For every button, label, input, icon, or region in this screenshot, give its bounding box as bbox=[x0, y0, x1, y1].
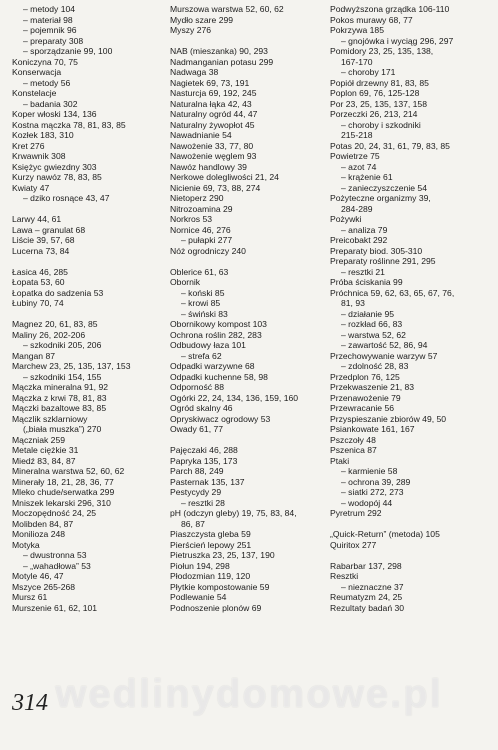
index-entry: Konstelacje bbox=[12, 88, 57, 98]
index-entry: Pszczoły 48 bbox=[330, 434, 376, 445]
index-subentry: – krowi 85 bbox=[181, 298, 221, 308]
index-subentry: – zdolność 28, 83 bbox=[341, 361, 409, 371]
index-entry: Resztki bbox=[330, 571, 359, 581]
index-entry: Ogórki 22, 24, 134, 136, 159, 160 bbox=[170, 392, 299, 403]
index-entry: Motyka bbox=[12, 539, 40, 550]
index-subentry: – dwustronna 53 bbox=[23, 550, 87, 560]
index-entry: Krwawnik 308 bbox=[12, 151, 66, 161]
index-entry: Lawa – granulat 68 bbox=[12, 224, 86, 235]
index-entry: Mniszek lekarski 296, 310 bbox=[12, 497, 111, 508]
index-subentry: – strefa 62 bbox=[181, 350, 222, 361]
index-entry: Piaszczysta gleba 59 bbox=[170, 529, 251, 539]
index-entry: Parch 88, 249 bbox=[170, 466, 224, 476]
index-entry: Nicienie 69, 73, 88, 274 bbox=[170, 182, 261, 193]
index-entry: Przedplon 76, 125 bbox=[330, 371, 400, 382]
index-entry: Pasternak 135, 137 bbox=[170, 476, 245, 487]
index-entry: Odpadki warzywne 68 bbox=[170, 361, 255, 371]
index-entry: Nagietek 69, 73, 191 bbox=[170, 77, 250, 88]
index-entry: Metale ciężkie 31 bbox=[12, 445, 79, 455]
letter-gap bbox=[330, 550, 490, 561]
index-entry: Porzeczki 26, 213, 214 bbox=[330, 109, 418, 119]
index-entry: Nawadnianie 54 bbox=[170, 130, 232, 140]
index-entry: Łopata 53, 60 bbox=[12, 277, 65, 287]
index-entry: Odpadki kuchenne 58, 98 bbox=[170, 371, 268, 382]
index-subentry: 86, 87 bbox=[181, 518, 205, 529]
index-entry: Pszenica 87 bbox=[330, 445, 377, 455]
index-entry: Mleko chude/serwatka 299 bbox=[12, 487, 115, 497]
index-entry: Próba ściskania 99 bbox=[330, 277, 403, 287]
index-entry: Pożywki bbox=[330, 214, 362, 224]
index-entry: Mursz 61 bbox=[12, 592, 48, 602]
index-entry: Podlewanie 54 bbox=[170, 592, 227, 602]
index-subentry: („biała muszka”) 270 bbox=[23, 424, 102, 434]
index-entry: Potas 20, 24, 31, 61, 79, 83, 85 bbox=[330, 140, 450, 151]
index-entry: Podnoszenie plonów 69 bbox=[170, 602, 262, 613]
index-entry: Kwiaty 47 bbox=[12, 182, 50, 193]
index-entry: Popiół drzewny 81, 83, 85 bbox=[330, 77, 429, 88]
index-subentry: – rozkład 66, 83 bbox=[341, 319, 403, 329]
index-entry: Łopatka do sadzenia 53 bbox=[12, 287, 104, 298]
index-entry: Nawóz handlowy 39 bbox=[170, 161, 247, 172]
index-entry: Minerały 18, 21, 28, 36, 77 bbox=[12, 476, 114, 487]
index-subentry: – pojemnik 96 bbox=[23, 25, 77, 35]
index-column-2 bbox=[170, 4, 320, 613]
index-entry: Kozłek 183, 310 bbox=[12, 130, 74, 140]
index-column-3 bbox=[330, 4, 490, 613]
index-entry: Nóż ogrodniczy 240 bbox=[170, 245, 246, 256]
index-entry: Rezultaty badań 30 bbox=[330, 602, 405, 613]
index-entry: Naturalna łąka 42, 43 bbox=[170, 98, 252, 109]
index-entry: Pyretrum 292 bbox=[330, 508, 382, 518]
index-subentry: – zawartość 52, 86, 94 bbox=[341, 340, 428, 350]
index-entry: Ogród skalny 46 bbox=[170, 403, 233, 413]
index-entry: NAB (mieszanka) 90, 293 bbox=[170, 46, 268, 56]
index-entry: Nasturcja 69, 192, 245 bbox=[170, 88, 257, 98]
index-entry: Nornice 46, 276 bbox=[170, 224, 231, 235]
index-entry: Opryskiwacz ogrodowy 53 bbox=[170, 413, 271, 424]
letter-gap bbox=[12, 309, 162, 320]
index-subentry: – siatki 272, 273 bbox=[341, 487, 404, 497]
index-subentry: – gnojówka i wyciąg 296, 297 bbox=[341, 35, 454, 46]
index-entry: Owady 61, 77 bbox=[170, 424, 224, 434]
index-entry: Przenawożenie 79 bbox=[330, 392, 401, 403]
page-number: 314 bbox=[12, 690, 48, 716]
index-subentry: – choroby 171 bbox=[341, 67, 396, 77]
index-subentry: – badania 302 bbox=[23, 98, 78, 109]
index-entry: Motyle 46, 47 bbox=[12, 571, 64, 581]
index-entry: Psiankowate 161, 167 bbox=[330, 424, 415, 434]
index-entry: Por 23, 25, 135, 137, 158 bbox=[330, 98, 427, 109]
index-entry: Rabarbar 137, 298 bbox=[330, 560, 402, 571]
index-subentry: – resztki 21 bbox=[341, 266, 385, 277]
index-entry: Pożyteczne organizmy 39, bbox=[330, 193, 431, 203]
letter-gap bbox=[330, 519, 490, 530]
index-entry: Lucerna 73, 84 bbox=[12, 245, 70, 256]
index-entry: „Quick-Return” (metoda) 105 bbox=[330, 529, 440, 539]
index-entry: Konserwacja bbox=[12, 67, 62, 77]
index-entry: Preicobakt 292 bbox=[330, 235, 388, 245]
letter-gap bbox=[12, 204, 162, 215]
index-entry: Murszowa warstwa 52, 60, 62 bbox=[170, 4, 284, 14]
index-entry: pH (odczyn gleby) 19, 75, 83, 84, bbox=[170, 508, 297, 518]
index-entry: Odporność 88 bbox=[170, 382, 224, 392]
index-entry: Łasica 46, 285 bbox=[12, 266, 68, 277]
index-entry: Mszyce 265-268 bbox=[12, 581, 76, 592]
index-entry: Mączka z krwi 78, 81, 83 bbox=[12, 392, 107, 403]
index-entry: Piołun 194, 298 bbox=[170, 560, 230, 571]
index-subentry: – metody 104 bbox=[23, 4, 76, 14]
index-entry: Magnez 20, 61, 83, 85 bbox=[12, 319, 98, 329]
index-subentry: – ochrona 39, 289 bbox=[341, 476, 411, 487]
index-subentry: – azot 74 bbox=[341, 161, 377, 172]
letter-gap bbox=[12, 256, 162, 267]
index-entry: Mączki bazaltowe 83, 85 bbox=[12, 403, 107, 413]
index-entry: Pajęczaki 46, 288 bbox=[170, 445, 238, 455]
index-entry: Ochrona roślin 282, 283 bbox=[170, 329, 262, 340]
index-entry: Nawożenie węglem 93 bbox=[170, 151, 257, 161]
letter-gap bbox=[170, 256, 320, 267]
index-subentry: – sporządzanie 99, 100 bbox=[23, 46, 113, 56]
index-entry: Pietruszka 23, 25, 137, 190 bbox=[170, 550, 275, 560]
index-entry: Ptaki bbox=[330, 455, 350, 466]
index-subentry: – choroby i szkodniki bbox=[341, 119, 421, 130]
index-subentry: – nieznaczne 37 bbox=[341, 581, 404, 592]
index-entry: Marchew 23, 25, 135, 137, 153 bbox=[12, 361, 131, 371]
index-entry: Norkros 53 bbox=[170, 214, 213, 224]
index-entry: Naturalny żywopłot 45 bbox=[170, 119, 255, 130]
index-subentry: 167-170 bbox=[341, 56, 373, 67]
index-entry: Płytkie kompostowanie 59 bbox=[170, 581, 270, 592]
index-entry: Moniliоza 248 bbox=[12, 529, 66, 539]
index-entry: Obornik bbox=[170, 277, 201, 287]
index-entry: Poplon 69, 76, 125-128 bbox=[330, 88, 420, 98]
index-entry: Molibden 84, 87 bbox=[12, 518, 74, 529]
letter-gap bbox=[170, 36, 320, 47]
watermark-text: wedlinydomowe.pl bbox=[55, 672, 443, 716]
index-column-1 bbox=[12, 4, 162, 613]
index-subentry: – preparaty 308 bbox=[23, 35, 84, 46]
index-entry: Mangan 87 bbox=[12, 350, 56, 361]
index-subentry: – resztki 28 bbox=[181, 497, 225, 508]
index-entry: Nietoperz 290 bbox=[170, 193, 224, 203]
index-entry: Moczopędność 24, 25 bbox=[12, 508, 97, 518]
index-entry: Reumatyzm 24, 25 bbox=[330, 592, 403, 602]
index-entry: Preparaty roślinne 291, 295 bbox=[330, 256, 436, 266]
index-subentry: – zanieczyszczenie 54 bbox=[341, 182, 427, 193]
index-entry: Mączniak 259 bbox=[12, 434, 66, 445]
index-entry: Maliny 26, 202-206 bbox=[12, 329, 86, 340]
index-entry: Odbudowy łaza 101 bbox=[170, 340, 246, 350]
index-entry: Przewracanie 56 bbox=[330, 403, 395, 413]
index-subentry: – działanie 95 bbox=[341, 308, 395, 319]
index-entry: Myszy 276 bbox=[170, 25, 212, 35]
index-subentry: – koński 85 bbox=[181, 287, 225, 298]
index-entry: Pokrzywa 185 bbox=[330, 25, 384, 35]
index-entry: Kret 276 bbox=[12, 140, 45, 151]
index-subentry: – warstwa 52, 62 bbox=[341, 329, 406, 340]
index-subentry: – pułapki 277 bbox=[181, 235, 233, 245]
index-entry: Oblerice 61, 63 bbox=[170, 266, 229, 277]
index-entry: Murszenie 61, 62, 101 bbox=[12, 602, 98, 613]
index-entry: Koper włoski 134, 136 bbox=[12, 109, 97, 119]
index-entry: Próchnica 59, 62, 63, 65, 67, 76, bbox=[330, 287, 455, 298]
index-entry: Papryka 135, 173 bbox=[170, 455, 238, 466]
index-entry: Naturalny ogród 44, 47 bbox=[170, 109, 258, 119]
index-subentry: – dziko rosnące 43, 47 bbox=[23, 193, 110, 203]
index-entry: Liście 39, 57, 68 bbox=[12, 235, 75, 245]
index-entry: Mączka mineralna 91, 92 bbox=[12, 382, 109, 392]
index-subentry: – analiza 79 bbox=[341, 224, 388, 235]
index-subentry: – szkodniki 154, 155 bbox=[23, 371, 102, 382]
index-subentry: – świński 83 bbox=[181, 308, 228, 319]
index-subentry: 284-289 bbox=[341, 203, 373, 214]
index-entry: Mączlik szklarniowy bbox=[12, 413, 88, 424]
index-entry: Powietrze 75 bbox=[330, 151, 380, 161]
index-entry: Przechowywanie warzyw 57 bbox=[330, 350, 438, 361]
index-subentry: 215-218 bbox=[341, 130, 373, 140]
index-entry: Nawożenie 33, 77, 80 bbox=[170, 140, 254, 151]
index-entry: Mineralna warstwa 52, 60, 62 bbox=[12, 466, 125, 476]
index-entry: Mydło szare 299 bbox=[170, 14, 234, 25]
index-entry: Nerkowe dolegliwości 21, 24 bbox=[170, 172, 279, 182]
index-subentry: – szkodniki 205, 206 bbox=[23, 340, 102, 350]
index-subentry: – metody 56 bbox=[23, 77, 71, 88]
index-entry: Koniczyna 70, 75 bbox=[12, 56, 78, 67]
index-subentry: – karmienie 58 bbox=[341, 466, 398, 476]
index-entry: Przyspieszanie zbiorów 49, 50 bbox=[330, 413, 447, 424]
index-entry: Nadmanganian potasu 299 bbox=[170, 56, 274, 67]
index-entry: Pestycydy 29 bbox=[170, 487, 222, 497]
index-subentry: – wodopój 44 bbox=[341, 497, 393, 508]
index-entry: Pomidory 23, 25, 135, 138, bbox=[330, 46, 434, 56]
index-entry: Pierścień lepowy 251 bbox=[170, 539, 252, 550]
letter-gap bbox=[170, 435, 320, 446]
index-entry: Larwy 44, 61 bbox=[12, 214, 62, 224]
index-entry: Łubiny 70, 74 bbox=[12, 298, 64, 308]
index-entry: Nitrozoamina 29 bbox=[170, 203, 233, 214]
index-entry: Przekwaszenie 21, 83 bbox=[330, 382, 415, 392]
index-entry: Płodozmian 119, 120 bbox=[170, 571, 251, 581]
index-entry: Obornikowy kompost 103 bbox=[170, 319, 267, 329]
index-entry: Kurzy nawóz 78, 83, 85 bbox=[12, 172, 102, 182]
index-subentry: – krążenie 61 bbox=[341, 172, 393, 182]
index-entry: Quiritox 277 bbox=[330, 539, 377, 550]
index-entry: Miedź 83, 84, 87 bbox=[12, 455, 76, 466]
index-subentry: – materiał 98 bbox=[23, 14, 73, 25]
index-subentry: 81, 93 bbox=[341, 298, 365, 308]
index-entry: Kostna mączka 78, 81, 83, 85 bbox=[12, 119, 126, 130]
index-entry: Księżyc gwiezdny 303 bbox=[12, 161, 97, 172]
index-entry: Nadwaga 38 bbox=[170, 67, 219, 77]
index-entry: Podwyższona grządka 106-110 bbox=[330, 4, 450, 14]
index-subentry: – „wahadłowa” 53 bbox=[23, 560, 91, 571]
index-entry: Pokos murawy 68, 77 bbox=[330, 14, 413, 25]
index-entry: Preparaty biod. 305-310 bbox=[330, 245, 423, 256]
